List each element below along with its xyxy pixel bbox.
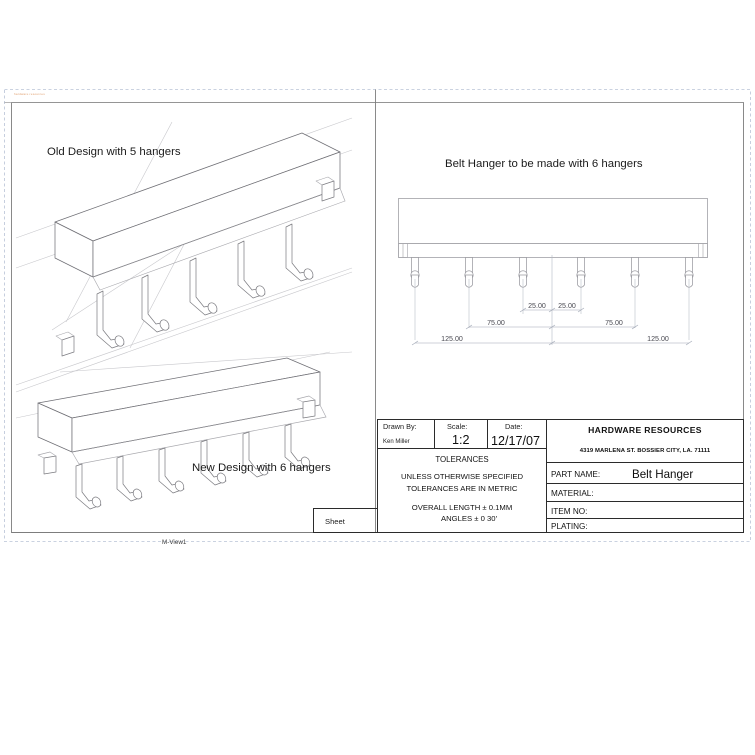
tolerances-line-1: UNLESS OTHERWISE SPECIFIED (400, 472, 524, 481)
new-ledge-left-cap (44, 456, 56, 474)
company-address: 4319 MARLENA ST. BOSSIER CITY, LA. 71111 (579, 448, 711, 454)
drawn-by-label: Drawn By: (383, 422, 417, 431)
old-ledge-left-cap (62, 336, 74, 356)
scale-label: Scale: (447, 422, 468, 431)
dim-value-25-right: 25.00 (558, 302, 576, 310)
new-rail-ledge-edge-left (72, 452, 79, 464)
plating-label: PLATING: (551, 522, 588, 531)
isometric-view-new-design (38, 358, 326, 509)
hook (411, 258, 419, 341)
company-name: HARDWARE RESOURCES (588, 425, 702, 435)
material-label: MATERIAL: (551, 489, 594, 498)
sheet-label: Sheet (325, 517, 345, 526)
date-label: Date: (505, 422, 523, 431)
tolerances-line-4: ANGLES ± 0 30' (440, 514, 498, 523)
rail-body (399, 199, 708, 244)
new-rail-ledge-edge-right (320, 405, 326, 417)
view-tag-label: M-View1 (162, 539, 187, 546)
old-rail-ledge-edge (93, 277, 100, 290)
watermark-text: hardware resources (14, 92, 45, 96)
dim-value-125-left: 125.00 (441, 335, 463, 343)
rail-lip-band (399, 244, 708, 258)
dim-value-125-right: 125.00 (647, 335, 669, 343)
hook (685, 258, 693, 341)
sheet-box-outline (314, 509, 378, 533)
tolerances-line-2: TOLERANCES ARE IN METRIC (406, 484, 518, 493)
hook (519, 258, 527, 315)
item-no-label: ITEM NO: (551, 507, 588, 516)
new-design-label: New Design with 6 hangers (192, 462, 331, 474)
scale-value: 1:2 (452, 433, 470, 447)
old-design-label: Old Design with 5 hangers (47, 146, 181, 158)
hook (465, 258, 473, 329)
isometric-view-old-design (55, 133, 345, 356)
dim-value-75-right: 75.00 (605, 319, 623, 327)
dim-value-25-left: 25.00 (528, 302, 546, 310)
tolerances-line-3: OVERALL LENGTH ± 0.1MM (411, 503, 513, 512)
part-name-value: Belt Hanger (632, 468, 694, 481)
title-block (378, 420, 744, 533)
old-rail-ledge-edge-right (340, 188, 345, 201)
tolerances-heading: TOLERANCES (435, 455, 489, 464)
drawn-by-value: Ken Miller (383, 439, 410, 445)
right-view-title: Belt Hanger to be made with 6 hangers (445, 158, 643, 170)
new-ledge-right-cap (303, 400, 315, 418)
date-value: 12/17/07 (491, 434, 541, 448)
sheet-box (314, 509, 378, 533)
part-name-label: PART NAME: (551, 470, 601, 479)
dim-value-75-left: 75.00 (487, 319, 505, 327)
hook (577, 258, 585, 315)
hook (631, 258, 639, 329)
front-view-geometry (399, 199, 708, 346)
